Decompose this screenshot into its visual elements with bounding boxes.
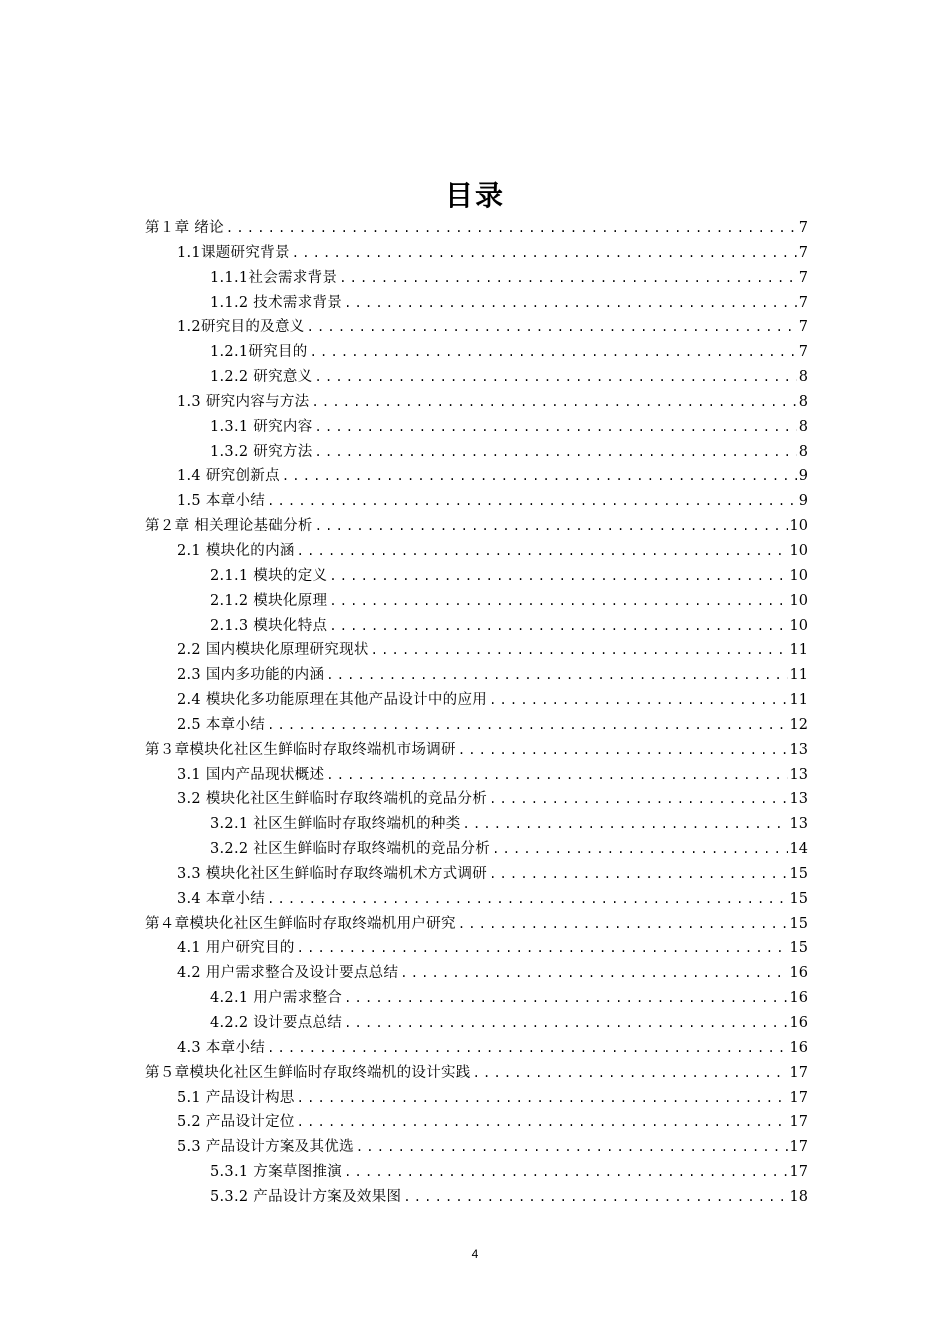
toc-entry[interactable] <box>145 763 808 788</box>
toc-entry-page: 17 <box>789 1089 808 1106</box>
toc-entry-title: 4.2 用户需求整合及设计要点总结 <box>177 965 399 982</box>
toc-entry-page: 10 <box>789 518 808 535</box>
toc-dot-leader <box>315 440 797 465</box>
toc-entry-title: 3.4 本章小结 <box>177 890 266 907</box>
toc-dot-leader <box>403 1185 787 1210</box>
toc-entry-page: 7 <box>798 269 808 286</box>
toc-dot-leader <box>344 1160 787 1185</box>
toc-dot-leader <box>458 738 788 763</box>
toc-entry-page: 7 <box>798 220 808 236</box>
toc-entry-title: 4.1 用户研究目的 <box>177 940 295 957</box>
toc-entry[interactable] <box>145 787 808 812</box>
toc-entry[interactable] <box>145 936 808 961</box>
toc-entry-title: 1.1课题研究背景 <box>177 244 290 261</box>
toc-dot-leader <box>489 688 787 713</box>
toc-entry[interactable] <box>145 489 808 514</box>
toc-dot-leader <box>329 589 787 614</box>
toc-entry-page: 10 <box>789 567 808 584</box>
toc-entry-page: 16 <box>789 990 808 1007</box>
toc-dot-leader <box>344 291 797 316</box>
toc-entry[interactable] <box>145 464 808 489</box>
toc-dot-leader <box>356 1135 788 1160</box>
toc-entry[interactable] <box>145 1160 808 1185</box>
toc-entry-page: 17 <box>789 1114 808 1131</box>
toc-dot-leader <box>297 539 788 564</box>
toc-entry-page: 15 <box>789 890 808 907</box>
toc-entry-page: 11 <box>789 642 808 659</box>
toc-dot-leader <box>492 837 787 862</box>
toc-entry-title: 1.2.2 研究意义 <box>210 369 313 386</box>
toc-entry-page: 13 <box>789 816 808 833</box>
toc-dot-leader <box>329 614 787 639</box>
toc-dot-leader <box>292 241 797 266</box>
toc-entry-title: 第４章模块化社区生鲜临时存取终端机用户研究 <box>145 915 456 932</box>
toc-entry-page: 15 <box>789 865 808 882</box>
toc-entry-page: 16 <box>789 965 808 982</box>
toc-entry[interactable] <box>145 1086 808 1111</box>
toc-entry-title: 第５章模块化社区生鲜临时存取终端机的设计实践 <box>145 1064 471 1081</box>
toc-entry-title: 1.1.1社会需求背景 <box>210 269 338 286</box>
toc-dot-leader <box>344 986 787 1011</box>
toc-entry-page: 9 <box>798 493 808 510</box>
toc-entry[interactable] <box>145 365 808 390</box>
toc-entry[interactable] <box>145 887 808 912</box>
toc-entry-page: 9 <box>798 468 808 485</box>
toc-entry[interactable] <box>145 912 808 937</box>
toc-entry-title: 5.3.2 产品设计方案及效果图 <box>210 1188 402 1205</box>
toc-entry[interactable] <box>145 688 808 713</box>
toc-entry-title: 5.3 产品设计方案及其优选 <box>177 1139 354 1156</box>
toc-entry-title: 2.5 本章小结 <box>177 716 266 733</box>
toc-entry-page: 17 <box>789 1064 808 1081</box>
toc-dot-leader <box>267 887 787 912</box>
toc-entry[interactable] <box>145 663 808 688</box>
toc-entry[interactable] <box>145 837 808 862</box>
toc-entry-title: 4.2.2 设计要点总结 <box>210 1015 343 1031</box>
toc-entry[interactable] <box>145 638 808 663</box>
toc-dot-leader <box>489 787 787 812</box>
toc-dot-leader <box>400 961 787 986</box>
toc-entry-page: 12 <box>789 716 808 733</box>
toc-entry-page: 10 <box>789 542 808 559</box>
toc-entry-page: 7 <box>798 294 808 311</box>
toc-dot-leader <box>326 763 787 788</box>
toc-dot-leader <box>297 1110 788 1135</box>
toc-entry-title: 1.3.2 研究方法 <box>210 443 313 460</box>
toc-entry-page: 7 <box>798 319 808 336</box>
toc-entry-page: 18 <box>789 1188 808 1205</box>
toc-dot-leader <box>267 1036 787 1061</box>
toc-entry-title: 3.2 模块化社区生鲜临时存取终端机的竞品分析 <box>177 791 488 808</box>
page-number: 4 <box>471 1247 479 1261</box>
toc-dot-leader <box>226 216 797 241</box>
toc-entry[interactable] <box>145 812 808 837</box>
toc-entry-title: 1.3.1 研究内容 <box>210 418 313 435</box>
toc-dot-leader <box>326 663 787 688</box>
toc-entry-title: 第３章模块化社区生鲜临时存取终端机市场调研 <box>145 741 456 758</box>
toc-entry[interactable] <box>145 1185 808 1210</box>
toc-entry-title: 2.4 模块化多功能原理在其他产品设计中的应用 <box>177 692 488 709</box>
toc-dot-leader <box>329 564 787 589</box>
toc-entry-title: 3.1 国内产品现状概述 <box>177 766 325 783</box>
toc-entry-page: 8 <box>798 418 808 435</box>
toc-entry-page: 17 <box>789 1139 808 1156</box>
toc-entry[interactable] <box>145 440 808 465</box>
toc-entry-page: 8 <box>798 393 808 410</box>
toc-entry-title: 2.1 模块化的内涵 <box>177 542 295 559</box>
toc-entry-page: 11 <box>789 692 808 709</box>
toc-entry-title: 第２章 相关理论基础分析 <box>145 518 313 535</box>
toc-entry[interactable] <box>145 1061 808 1086</box>
toc-entry-title: 1.2.1研究目的 <box>210 344 308 361</box>
toc-entry-title: 5.1 产品设计构思 <box>177 1089 295 1106</box>
toc-entry[interactable] <box>145 1036 808 1061</box>
toc-dot-leader <box>267 713 787 738</box>
toc-entry[interactable] <box>145 266 808 291</box>
toc-entry-title: 1.2研究目的及意义 <box>177 319 305 336</box>
toc-entry-title: 2.1.2 模块化原理 <box>210 592 328 609</box>
toc-entry-title: 3.2.1 社区生鲜临时存取终端机的种类 <box>210 816 461 833</box>
toc-entry-title: 第１章 绪论 <box>145 220 224 236</box>
toc-entry[interactable] <box>145 961 808 986</box>
toc-entry-page: 10 <box>789 617 808 634</box>
toc-dot-leader <box>282 464 797 489</box>
toc-entry-title: 4.3 本章小结 <box>177 1039 266 1056</box>
toc-entry-page: 10 <box>789 592 808 609</box>
toc-entry-page: 15 <box>789 915 808 932</box>
toc-entry-page: 16 <box>789 1039 808 1056</box>
toc-entry[interactable] <box>145 241 808 266</box>
toc-entry-page: 8 <box>798 443 808 460</box>
toc-entry[interactable] <box>145 713 808 738</box>
toc-dot-leader <box>458 912 788 937</box>
toc-entry[interactable] <box>145 514 808 539</box>
toc-entry[interactable] <box>145 738 808 763</box>
toc-entry-page: 14 <box>789 841 808 858</box>
toc-dot-leader <box>371 638 788 663</box>
toc-entry[interactable] <box>145 315 808 340</box>
toc-dot-leader <box>315 415 797 440</box>
toc-dot-leader <box>339 266 797 291</box>
toc-entry[interactable] <box>145 862 808 887</box>
toc-entry-page: 11 <box>789 667 808 684</box>
toc-dot-leader <box>473 1061 788 1086</box>
toc-entry-page: 8 <box>798 369 808 386</box>
toc-entry-page: 13 <box>789 766 808 783</box>
toc-entry-title: 3.3 模块化社区生鲜临时存取终端机术方式调研 <box>177 865 488 882</box>
page-title: 目录 <box>444 179 505 212</box>
toc-entry[interactable] <box>145 539 808 564</box>
toc-entry-title: 5.3.1 方案草图推演 <box>210 1164 343 1181</box>
toc-dot-leader <box>310 340 797 365</box>
toc-entry[interactable] <box>145 291 808 316</box>
toc-entry-title: 5.2 产品设计定位 <box>177 1114 295 1131</box>
toc-entry-title: 2.1.1 模块的定义 <box>210 567 328 584</box>
toc-entry-page: 13 <box>789 791 808 808</box>
toc-entry-page: 7 <box>798 244 808 261</box>
toc-dot-leader <box>315 514 788 539</box>
toc-dot-leader <box>489 862 787 887</box>
toc-dot-leader <box>267 489 797 514</box>
toc-entry[interactable] <box>145 340 808 365</box>
toc-entry-title: 1.4 研究创新点 <box>177 468 280 485</box>
toc-dot-leader <box>297 1086 788 1111</box>
toc-entry-page: 7 <box>798 344 808 361</box>
toc-entry[interactable] <box>145 1110 808 1135</box>
toc-dot-leader <box>311 390 796 415</box>
toc-entry-page: 15 <box>789 940 808 957</box>
toc-entry-title: 4.2.1 用户需求整合 <box>210 990 343 1007</box>
toc-entry[interactable] <box>145 216 808 241</box>
toc-entry[interactable] <box>145 564 808 589</box>
toc-entry[interactable] <box>145 1135 808 1160</box>
toc-dot-leader <box>297 936 788 961</box>
toc-dot-leader <box>315 365 797 390</box>
toc-entry[interactable] <box>145 589 808 614</box>
toc-entry-page: 13 <box>789 741 808 758</box>
toc-entry[interactable] <box>145 1011 808 1036</box>
toc-dot-leader <box>307 315 797 340</box>
toc-entry[interactable] <box>145 390 808 415</box>
toc-entry-title: 1.5 本章小结 <box>177 493 266 510</box>
toc-entry-title: 1.1.2 技术需求背景 <box>210 294 343 311</box>
toc-entry[interactable] <box>145 986 808 1011</box>
toc-entry-page: 17 <box>789 1164 808 1181</box>
table-of-contents <box>145 216 808 1210</box>
toc-entry-title: 2.1.3 模块化特点 <box>210 617 328 634</box>
toc-entry-page: 16 <box>789 1015 808 1031</box>
toc-entry-title: 2.3 国内多功能的内涵 <box>177 667 325 684</box>
toc-entry-title: 1.3 研究内容与方法 <box>177 393 310 410</box>
toc-dot-leader <box>463 812 788 837</box>
toc-entry-title: 2.2 国内模块化原理研究现状 <box>177 642 369 659</box>
toc-entry[interactable] <box>145 415 808 440</box>
toc-dot-leader <box>344 1011 787 1036</box>
toc-entry[interactable] <box>145 614 808 639</box>
toc-entry-title: 3.2.2 社区生鲜临时存取终端机的竞品分析 <box>210 841 491 858</box>
